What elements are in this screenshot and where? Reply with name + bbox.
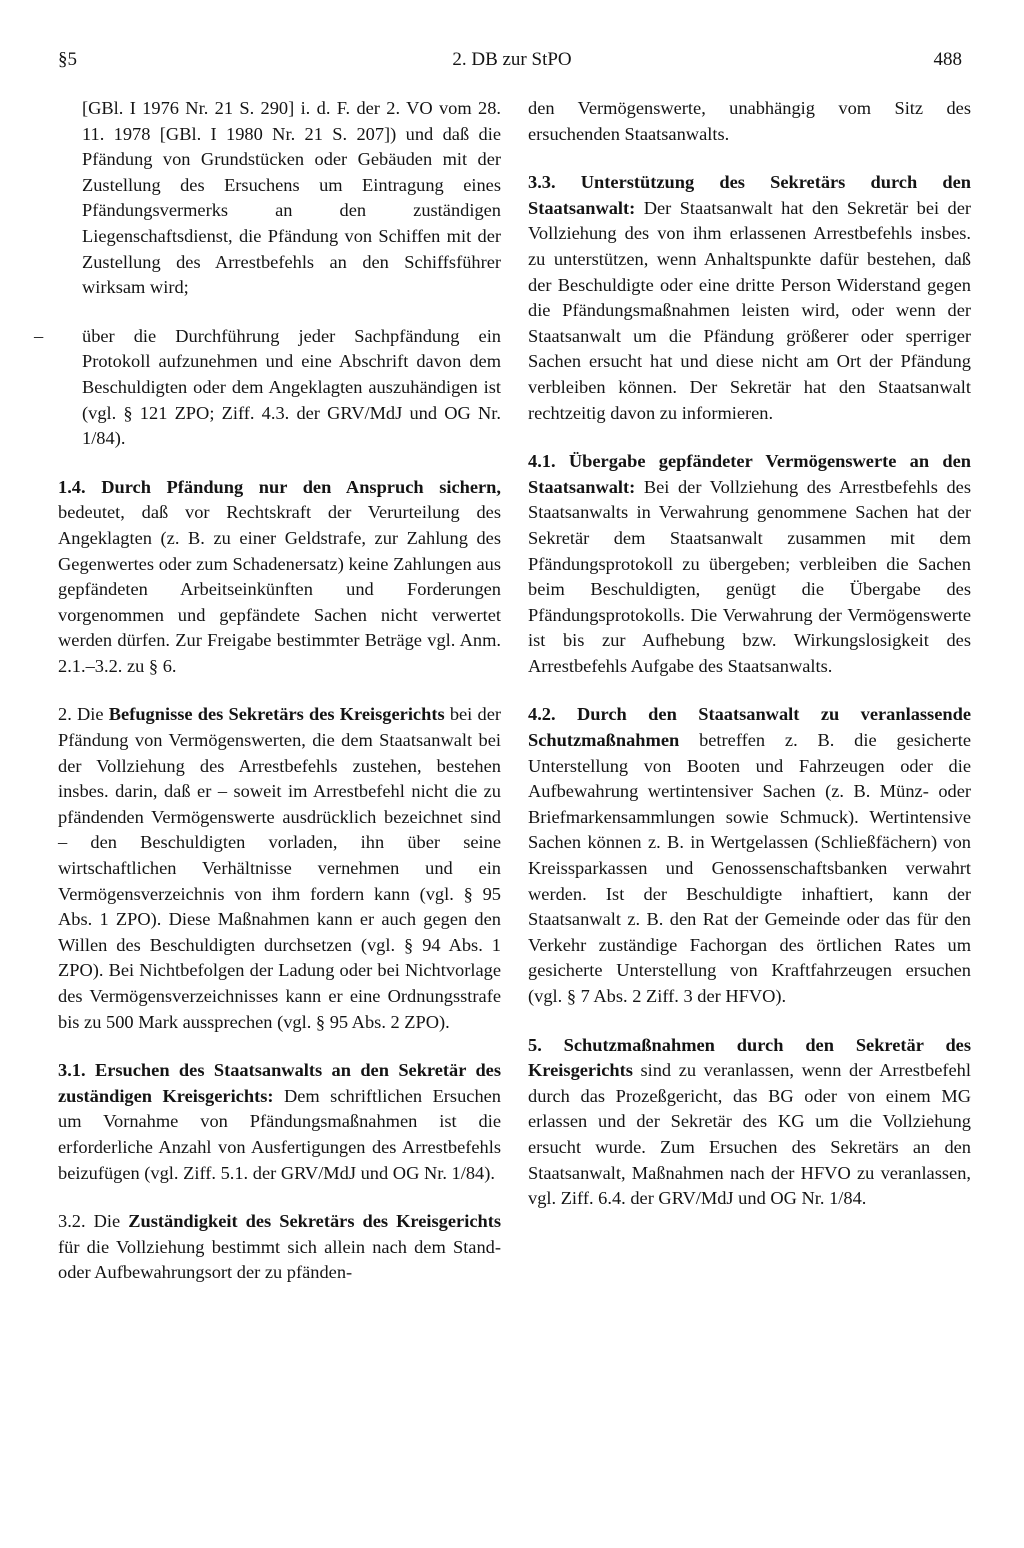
paragraph-heading: 3.3. Unterstützung des Sekretärs durch den Staatsanwalt: bbox=[528, 172, 971, 218]
paragraph-4-1 bbox=[528, 449, 971, 679]
paragraph-3-2 bbox=[58, 1209, 501, 1286]
paragraph-text: Der Staatsanwalt hat den Sekretär bei der Vollziehung des von ihm erlassenen Arrestbefehls insbes. zu unterstützen, wenn Anhaltspunkte dafür bestehen, daß der Beschuldigte oder eine dritte Person Widerstand gegen die Pfändungsmaßnahmen leisten wird, oder wenn der Staatsanwalt um die Pfändung größerer oder sperriger Sachen ersucht hat und diese nicht am Ort der Pfändung verbleiben können. Der Sekretär hat den Staatsanwalt rechtzeitig davon zu informieren. bbox=[528, 197, 971, 423]
paragraph-heading: Zuständigkeit des Sekretärs des Kreisgerichts bbox=[128, 1211, 501, 1232]
page-number: 488 bbox=[933, 49, 962, 70]
paragraph-text: Bei der Vollziehung des Arrestbefehls des Staatsanwalts in Verwahrung genommene Sachen hat der Sekretär dem Staatsanwalt zusammen mit dem Pfändungsprotokoll zu übergeben; verbleiben die Sachen beim Beschuldigten, genügt die Übergabe des Pfändungsprotokolls. Die Verwahrung der Vermögenswerte ist bis zur Aufhebung bzw. Wirkungslosigkeit des Arrestbefehls Aufgabe des Staatsanwalts. bbox=[528, 476, 971, 676]
paragraph-heading: 4.2. Durch den Staatsanwalt zu veranlassende Schutzmaßnahmen bbox=[528, 704, 971, 751]
paragraph-text: für die Vollziehung bestimmt sich allein nach dem Stand- oder Aufbewahrungsort der zu pfänden- bbox=[58, 1236, 501, 1283]
paragraph-text: bei der Pfändung von Vermögenswerten, die dem Staatsanwalt bei der Vollziehung des Arrestbefehls zustehen, bestehen insbes. darin, daß er – soweit im Arrestbefehl nicht die zu pfändenden Vermögenswerte ausdrücklich bezeichnet sind – den Beschuldigten vorladen, ihn über seine wirtschaftlichen Verhältnisse vernehmen und ein Vermögensverzeichnis von ihm fordern kann (vgl. § 95 Abs. 1 ZPO). Diese Maßnahmen kann er auch gegen den Willen des Beschuldigten durchsetzen (vgl. § 94 Abs. 1 ZPO). Bei Nichtbefolgen der Ladung oder bei Nichtvorlage des Vermögensverzeichnisses kann er eine Ordnungsstrafe bis zu 500 Mark aussprechen (vgl. § 95 Abs. 2 ZPO). bbox=[58, 704, 501, 1032]
paragraph-number: 2. Die bbox=[58, 704, 109, 725]
continuation-paragraph: [GBl. I 1976 Nr. 21 S. 290] i. d. F. der 2. VO vom 28. 11. 1978 [GBl. I 1980 Nr. 21 S. 207]) und daß die Pfändung von Grundstücken oder Gebäuden mit der Zustellung des Ersuchens um Eintragung eines Pfändungsvermerks an den zuständigen Liegenschaftsdienst, die Pfändung von Schiffen mit der Zustellung des Arrestbefehls an den Schiffsführer wirksam wird; bbox=[82, 98, 501, 298]
list-item-text: über die Durchführung jeder Sachpfändung ein Protokoll aufzunehmen und eine Abschrift davon dem Beschuldigten oder dem Angeklagten auszuhändigen ist (vgl. § 121 ZPO; Ziff. 4.3. der GRV/MdJ und OG Nr. 1/84). bbox=[82, 325, 501, 449]
paragraph-heading: 4.1. Übergabe gepfändeter Vermögenswerte an den Staatsanwalt: bbox=[528, 451, 971, 497]
paragraph-text: betreffen z. B. die gesicherte Unterstellung von Booten und Fahrzeugen oder die Aufbewahrung wertintensiver Sachen (z. B. Münz- oder Briefmarkensammlungen sowie Schmuck). Wertintensive Sachen können z. B. in Wertgelassen (Schließfächern) von Kreissparkassen und Genossenschaftsbanken verwahrt werden. Ist der Beschuldigte inhaftiert, kann der Staatsanwalt z. B. den Rat der Gemeinde oder das für den Verkehr zuständige Fachorgan des örtlichen Rates um gesicherte Unterstellung von Kraftfahrzeugen ersuchen (vgl. § 7 Abs. 2 Ziff. 3 der HFVO). bbox=[528, 730, 971, 1006]
paragraph-3-3 bbox=[528, 170, 971, 426]
paragraph-1-4 bbox=[58, 475, 501, 680]
paragraph-text: Dem schriftlichen Ersuchen um Vornahme von Pfändungsmaßnahmen ist die erforderliche Anzahl von Ausfertigungen des Arrestbefehls beizufügen (vgl. Ziff. 5.1. der GRV/MdJ und OG Nr. 1/84). bbox=[58, 1085, 501, 1183]
paragraph-heading: 3.1. Ersuchen des Staatsanwalts an den Sekretär des zuständigen Kreisgerichts: bbox=[58, 1060, 501, 1106]
paragraph-4-2 bbox=[528, 702, 971, 1009]
paragraph-number: 3.2. Die bbox=[58, 1211, 129, 1232]
running-title: 2. DB zur StPO bbox=[452, 49, 572, 70]
left-column bbox=[34, 96, 501, 1309]
paragraph-2 bbox=[58, 702, 501, 1035]
list-item bbox=[34, 324, 501, 452]
continuation-paragraph: den Vermögenswerte, unabhängig vom Sitz des ersuchenden Staatsanwalts. bbox=[528, 98, 971, 144]
paragraph-3-1 bbox=[58, 1058, 501, 1186]
bullet-dash: – bbox=[34, 325, 44, 346]
paragraph-text: bedeutet, daß vor Rechtskraft der Verurteilung des Angeklagten (z. B. zu einer Geldstrafe, zur Zahlung des Gegenwertes oder zum Schadenersatz) keine Zahlungen aus gepfändeten Arbeitseinkünften und Forderungen vorgenommen und gepfändete Sachen nicht verwertet werden dürfen. Zur Freigabe bestimmter Beträge vgl. Anm. 2.1.–3.2. zu § 6. bbox=[58, 502, 501, 676]
paragraph-heading: 5. Schutzmaßnahmen durch den Sekretär des Kreisgerichts bbox=[528, 1034, 971, 1081]
paragraph-heading: 1.4. Durch Pfändung nur den Anspruch sichern, bbox=[58, 476, 501, 497]
paragraph-heading: Befugnisse des Sekretärs des Kreisgerichts bbox=[108, 704, 445, 725]
paragraph-text: sind zu veranlassen, wenn der Arrestbefehl durch das Prozeßgericht, das BG oder von einem MG erlassen und der Sekretär des KG um die Vollziehung ersucht wurde. Zum Ersuchen des Sekretärs an den Staatsanwalt, Maßnahmen nach der HFVO zu veranlassen, vgl. Ziff. 6.4. der GRV/MdJ und OG Nr. 1/84. bbox=[528, 1060, 971, 1209]
paragraph-5 bbox=[528, 1033, 971, 1212]
right-column bbox=[528, 96, 971, 1235]
section-marker: §5 bbox=[58, 49, 77, 70]
